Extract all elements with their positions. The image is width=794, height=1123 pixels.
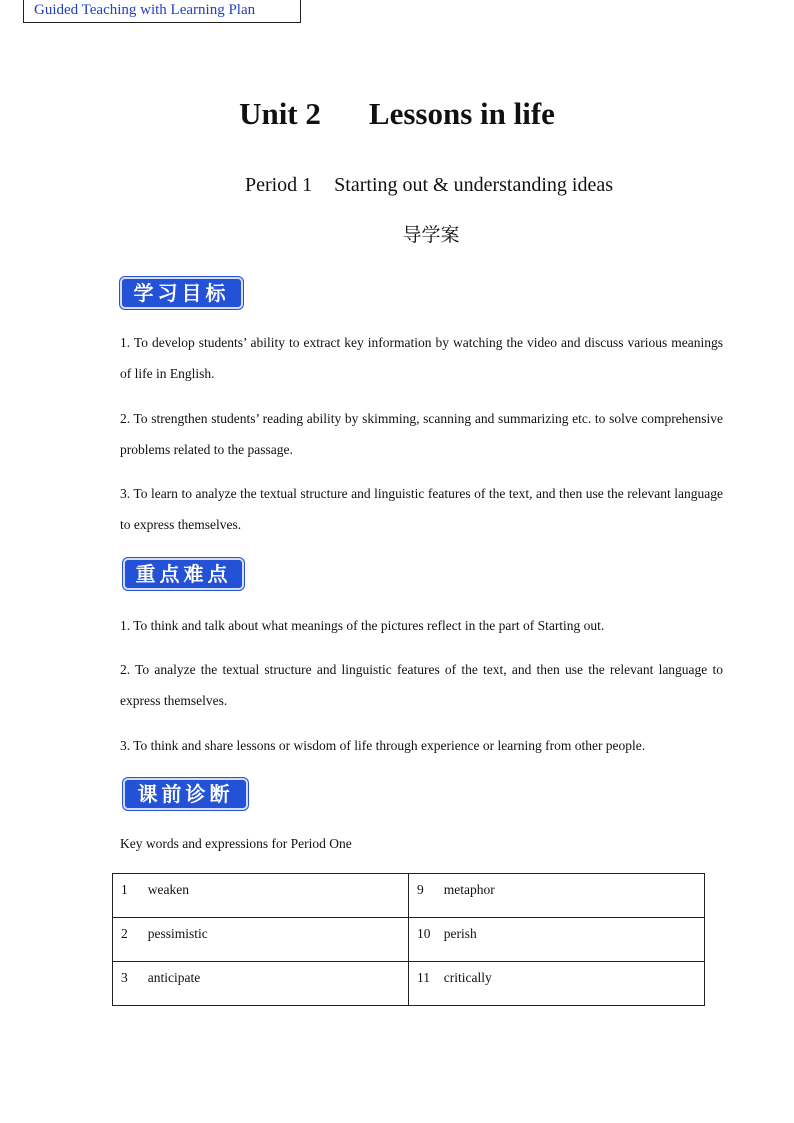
unit-number: Unit 2 [239, 96, 321, 131]
item-number: 10 [417, 926, 431, 941]
objective-item: 2. To strengthen students’ reading ability by skimming, scanning and summarizing etc. to solve comprehensive problems related to the passage. [120, 411, 723, 457]
item-word: anticipate [147, 970, 201, 985]
keywords-table [112, 873, 705, 1006]
item-word: weaken [147, 882, 189, 897]
objectives-badge: 学习目标 [120, 277, 243, 309]
table-cell [113, 918, 409, 962]
unit-name: Lessons in life [368, 96, 555, 131]
period-label: Period 1 [244, 174, 313, 196]
table-cell [113, 874, 409, 918]
table-cell [113, 962, 409, 1006]
page-title [0, 96, 794, 132]
key-point-item: 2. To analyze the textual structure and linguistic features of the text, and then use the relevant language to express themselves. [120, 662, 723, 708]
item-word: perish [443, 926, 477, 941]
guide-label: 导学案 [402, 224, 460, 246]
item-number: 2 [121, 926, 128, 941]
table-cell [409, 962, 705, 1006]
table-row [113, 918, 705, 962]
item-word: pessimistic [147, 926, 208, 941]
table-row [113, 874, 705, 918]
key-point-item: 3. To think and share lessons or wisdom of life through experience or learning from other people. [120, 738, 646, 753]
table-cell [409, 918, 705, 962]
table-cell [409, 874, 705, 918]
objective-item: 1. To develop students’ ability to extract key information by watching the video and discuss various meanings of life in English. [120, 335, 723, 381]
key-points-badge: 重点难点 [123, 558, 244, 590]
item-word: metaphor [443, 882, 495, 897]
period-subtitle [0, 174, 794, 197]
header-label: Guided Teaching with Learning Plan [23, 0, 301, 23]
keywords-intro: Key words and expressions for Period One [120, 836, 352, 851]
diagnosis-badge: 课前诊断 [123, 778, 248, 810]
item-number: 1 [121, 882, 128, 897]
item-number: 11 [417, 970, 430, 985]
item-number: 9 [417, 882, 424, 897]
objective-item: 3. To learn to analyze the textual structure and linguistic features of the text, and then use the relevant language to express themselves. [120, 486, 723, 532]
table-row [113, 962, 705, 1006]
item-word: critically [443, 970, 492, 985]
item-number: 3 [121, 970, 128, 985]
key-point-item: 1. To think and talk about what meanings of the pictures reflect in the part of Starting out. [120, 618, 605, 633]
period-topic: Starting out & understanding ideas [334, 174, 614, 196]
